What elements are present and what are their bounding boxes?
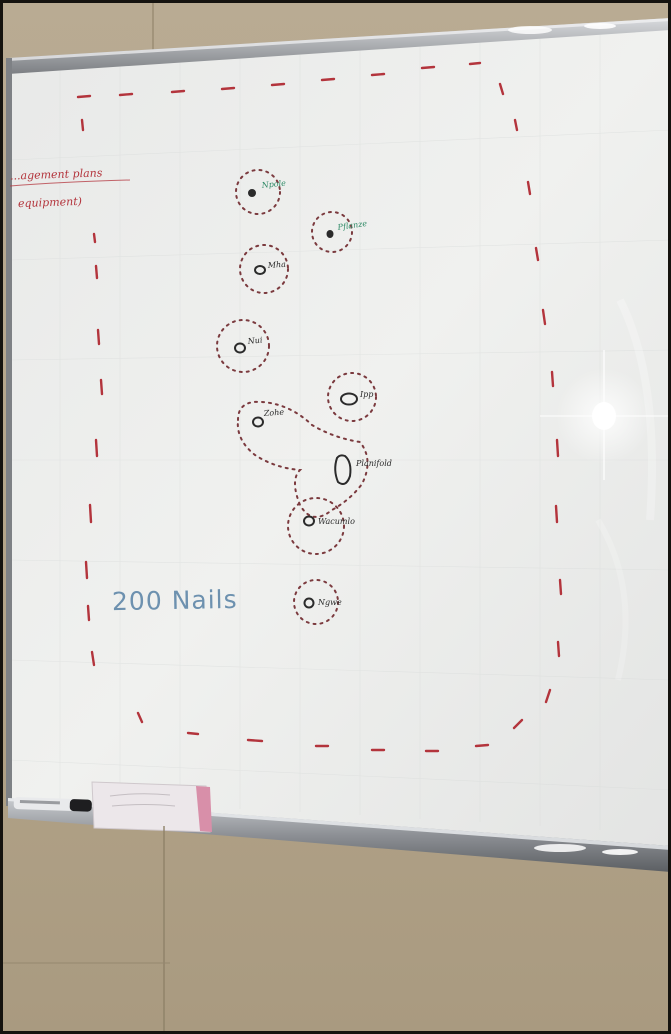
scale-note: 200 Nails [111, 584, 238, 617]
site-label-2: Pflanze [337, 218, 368, 232]
site-label-8: Wacumlo [318, 517, 355, 526]
site-label-5: Ipp [360, 390, 374, 399]
site-label-3: Mha [267, 259, 287, 270]
wall-seam-vertical [163, 826, 165, 1034]
site-label-9: Ngwe [318, 598, 342, 607]
site-label-4: Nui [247, 335, 263, 346]
legend-line-2: equipment) [17, 194, 83, 211]
site-label-1: Npole [261, 178, 287, 190]
legend-line-1: ...agement plans [9, 166, 103, 183]
site-label-6: Zohe [263, 407, 285, 418]
eraser [92, 782, 212, 832]
wall-seam-horizontal [0, 962, 170, 964]
site-label-7: Planifold [356, 459, 392, 468]
